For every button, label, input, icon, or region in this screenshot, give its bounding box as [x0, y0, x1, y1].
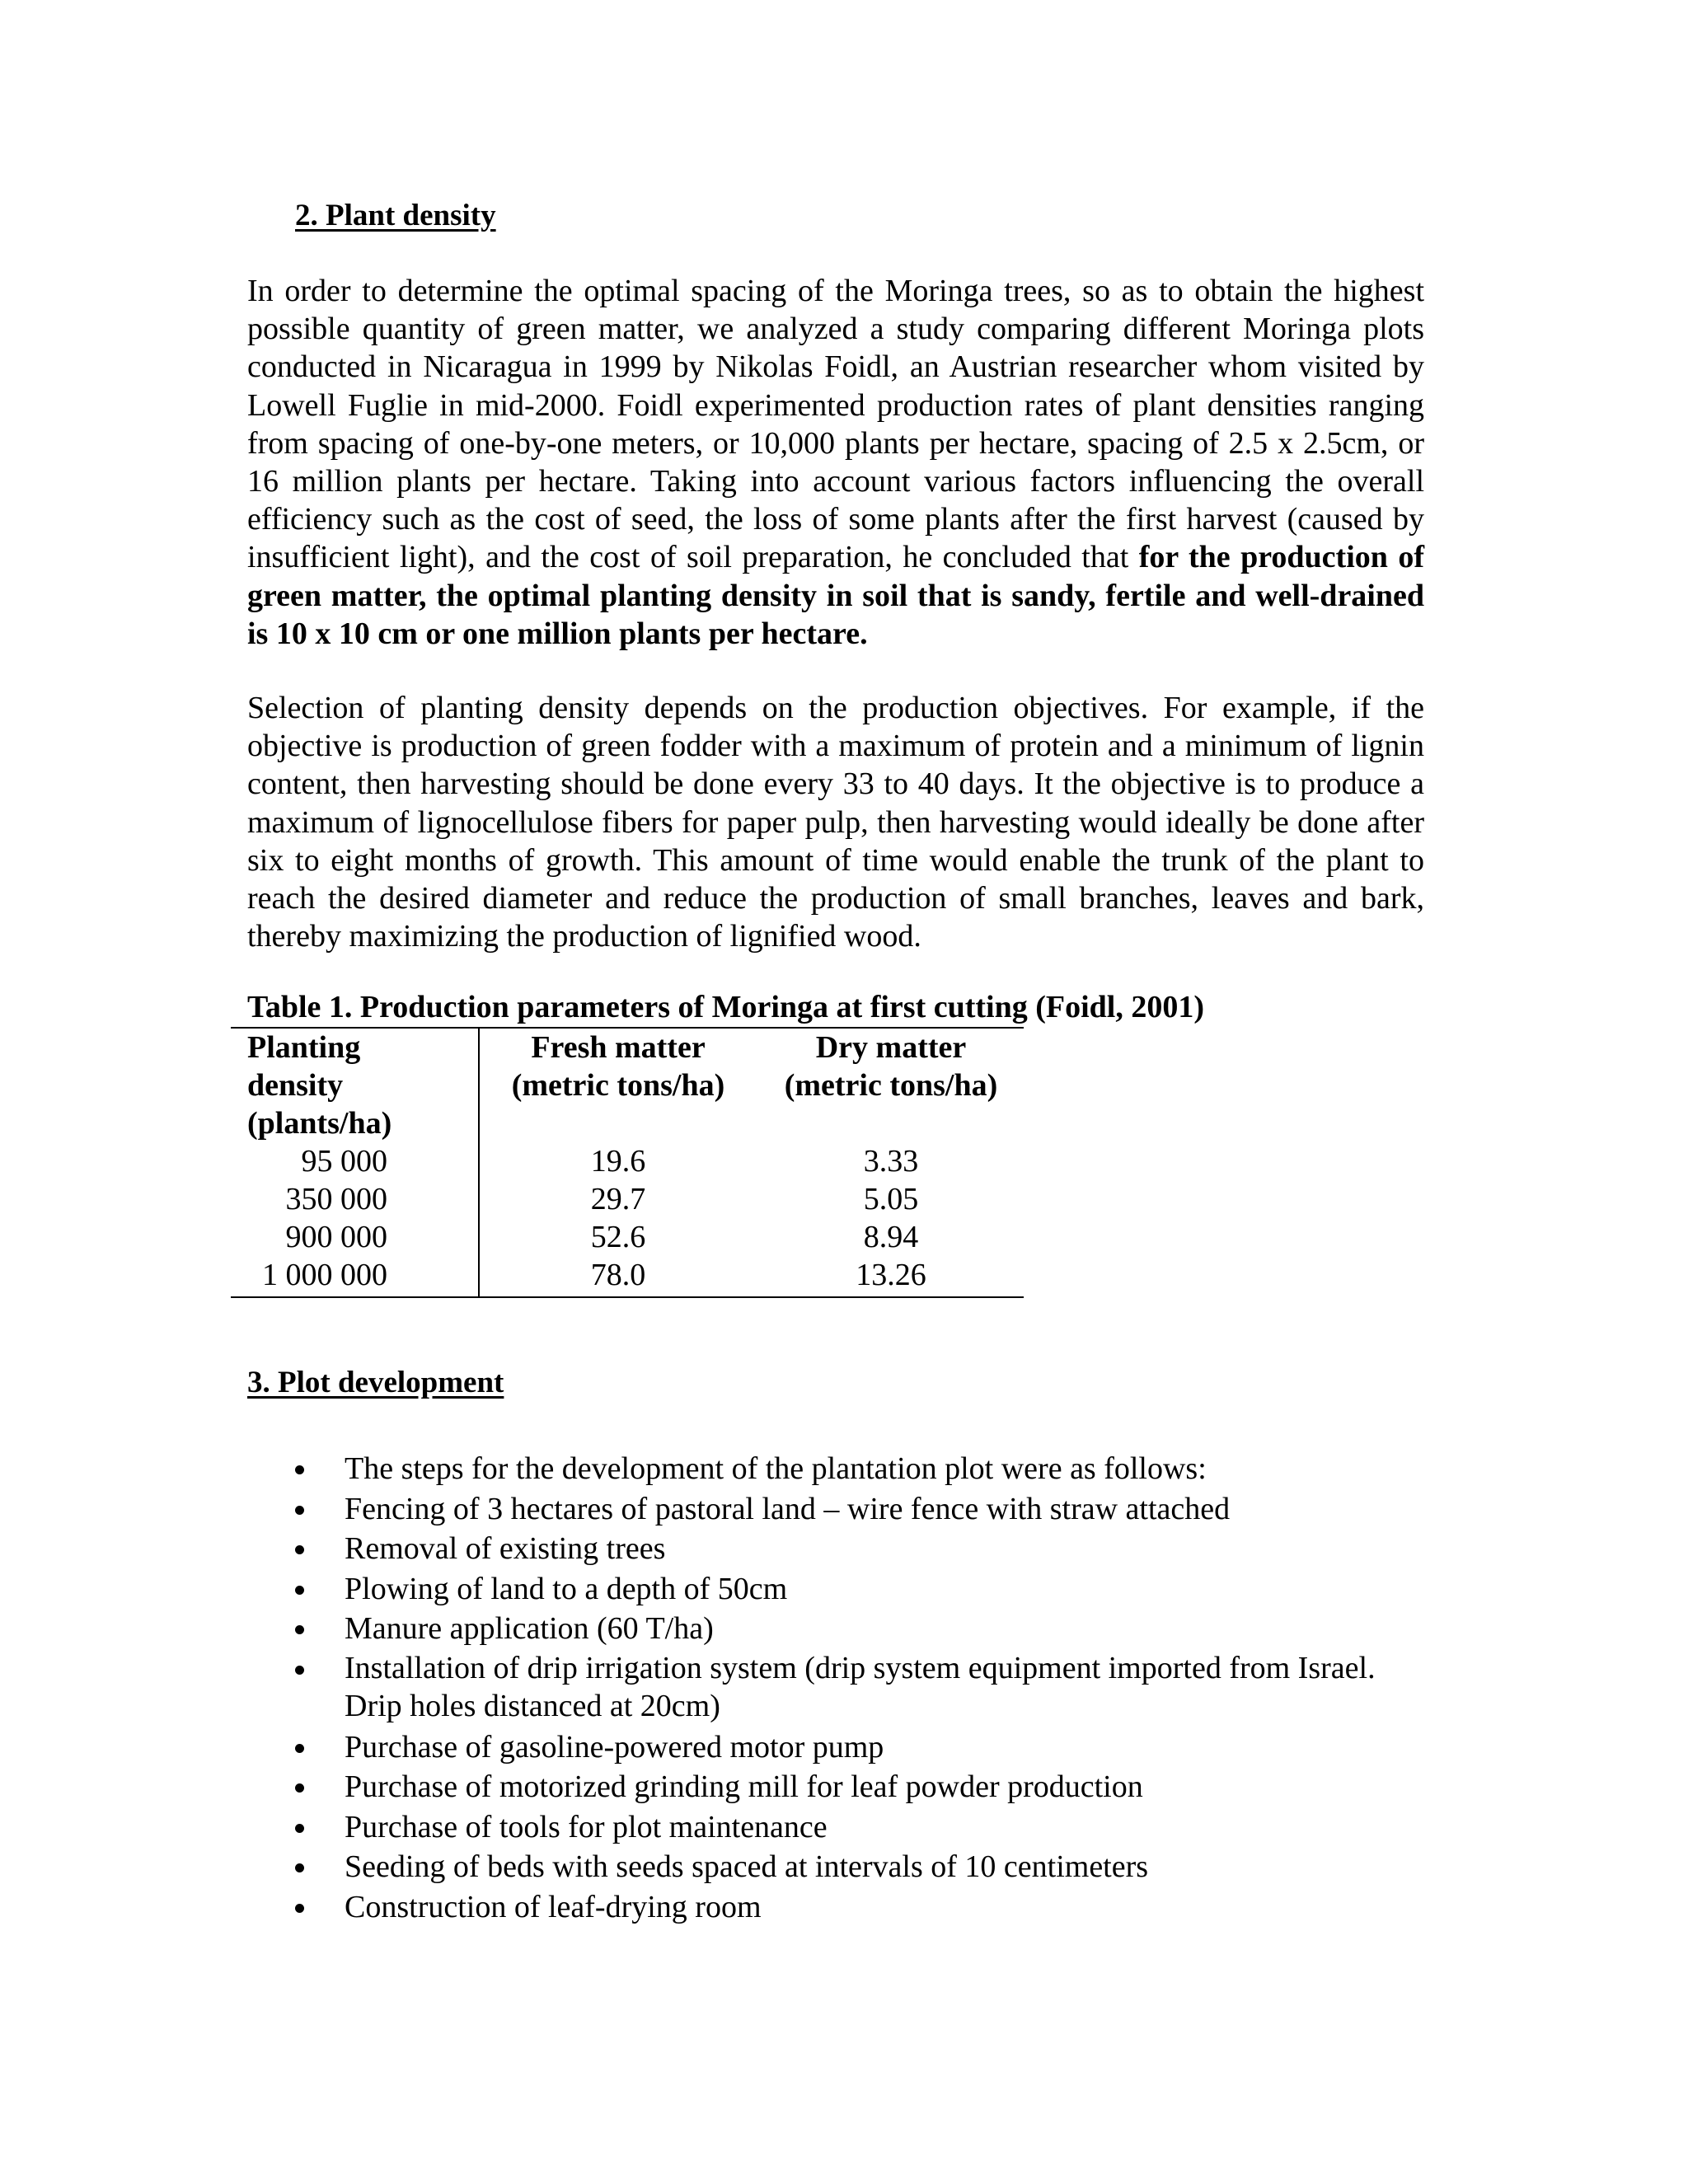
- bullet-icon: [295, 1666, 304, 1675]
- header-density-line2: density: [247, 1068, 344, 1103]
- section-heading-plant-density: 2. Plant density: [295, 199, 496, 232]
- table-bottom-rule: [231, 1296, 1024, 1298]
- table-cell-fresh: 52.6: [590, 1220, 646, 1254]
- header-density-line3: (plants/ha): [247, 1106, 392, 1141]
- header-fresh-line1: Fresh matter: [531, 1030, 706, 1065]
- list-item: [247, 1609, 1434, 1649]
- section-heading-plot-development: 3. Plot development: [247, 1366, 504, 1399]
- table-cell-fresh: 29.7: [590, 1182, 646, 1216]
- bullet-icon: [295, 1625, 304, 1634]
- list-item: [247, 1887, 1434, 1928]
- list-item: [247, 1727, 1434, 1768]
- list-item-text: Installation of drip irrigation system (drip system equipment imported from Israel. Drip holes distanced at 20cm): [345, 1650, 1376, 1723]
- bullet-icon: [295, 1904, 304, 1913]
- table-cell-fresh: 78.0: [590, 1258, 646, 1292]
- plot-development-list: [247, 1449, 1434, 1928]
- list-item: [247, 1569, 1434, 1610]
- list-item: [247, 1529, 1434, 1569]
- list-item-text: Removal of existing trees: [345, 1531, 666, 1567]
- paragraph-selection-density: Selection of planting density depends on the production objectives. For example, if the objective is production of green fodder with a maximum of protein and a minimum of lignin content, then harvesting should be done every 33 to 40 days. It the objective is to produce a maximum of lignocellulose fibers for paper pulp, then harvesting would ideally be done after six to eight months of growth. This amount of time would enable the trunk of the plant to reach the desired diameter and reduce the production of small branches, leaves and bark, thereby maximizing the production of lignified wood.: [247, 691, 1424, 954]
- header-dry-line1: Dry matter: [815, 1030, 967, 1065]
- list-item: [247, 1649, 1434, 1725]
- paragraph-text: In order to determine the optimal spacing of the Moringa trees, so as to obtain the highest possible quantity of green matter, we analyzed a study comparing different Moringa plots conducted in Nicaragua in 1999 by Nikolas Foidl, an Austrian researcher whom visited by Lowell Fuglie in mid-2000. Foidl experimented production rates of plant densities ranging from spacing of one-by-one meters, or 10,000 plants per hectare, spacing of 2.5 x 2.5cm, or 16 million plants per hectare. Taking into account various factors influencing the overall efficiency such as the cost of seed, the loss of some plants after the first harvest (caused by insufficient light), and the cost of soil preparation, he concluded that: [247, 274, 1424, 575]
- table-cell-density: 95 000: [301, 1144, 387, 1179]
- list-item-text: Purchase of motorized grinding mill for leaf powder production: [345, 1769, 1143, 1805]
- table-cell-density: 1 000 000: [262, 1258, 387, 1292]
- list-item: [247, 1489, 1434, 1530]
- bullet-icon: [295, 1506, 304, 1515]
- bullet-icon: [295, 1863, 304, 1872]
- list-item-text: Purchase of gasoline-powered motor pump: [345, 1729, 884, 1765]
- list-item-text: Plowing of land to a depth of 50cm: [345, 1571, 788, 1606]
- bullet-icon: [295, 1465, 304, 1474]
- table-cell-dry: 13.26: [856, 1258, 926, 1292]
- list-item-text: Seeding of beds with seeds spaced at intervals of 10 centimeters: [345, 1849, 1149, 1885]
- list-item-text: Construction of leaf-drying room: [345, 1889, 762, 1924]
- header-density-line1: Planting: [247, 1030, 361, 1065]
- list-item-text: The steps for the development of the plantation plot were as follows:: [345, 1451, 1207, 1486]
- table-cell-dry: 3.33: [863, 1144, 919, 1179]
- table-cell-fresh: 19.6: [590, 1144, 646, 1179]
- list-item: [247, 1807, 1434, 1848]
- bullet-icon: [295, 1545, 304, 1554]
- list-item: [247, 1449, 1434, 1489]
- header-fresh-line2: (metric tons/ha): [511, 1068, 725, 1103]
- list-item: [247, 1767, 1434, 1807]
- table-cell-dry: 5.05: [863, 1182, 919, 1216]
- table-caption: Table 1. Production parameters of Moringa at first cutting (Foidl, 2001): [247, 990, 1205, 1024]
- list-item-text: Manure application (60 T/ha): [345, 1611, 714, 1647]
- bullet-icon: [295, 1824, 304, 1833]
- list-item: [247, 1847, 1434, 1887]
- table-cell-density: 350 000: [285, 1182, 387, 1216]
- bullet-icon: [295, 1744, 304, 1753]
- paragraph-plant-density-study: [247, 272, 1424, 653]
- list-item-text: Purchase of tools for plot maintenance: [345, 1809, 828, 1844]
- list-item-text: Fencing of 3 hectares of pastoral land – wire fence with straw attached: [345, 1491, 1231, 1526]
- bullet-icon: [295, 1586, 304, 1595]
- bullet-icon: [295, 1783, 304, 1793]
- table-cell-dry: 8.94: [863, 1220, 919, 1254]
- table-cell-density: 900 000: [285, 1220, 387, 1254]
- paragraph-conclusion-bold: for the production of green matter, the optimal planting density in soil that is sandy, fertile and well-drained is 10 x 10 cm or one million plants per hectare.: [247, 540, 1424, 651]
- header-dry-line2: (metric tons/ha): [784, 1068, 998, 1103]
